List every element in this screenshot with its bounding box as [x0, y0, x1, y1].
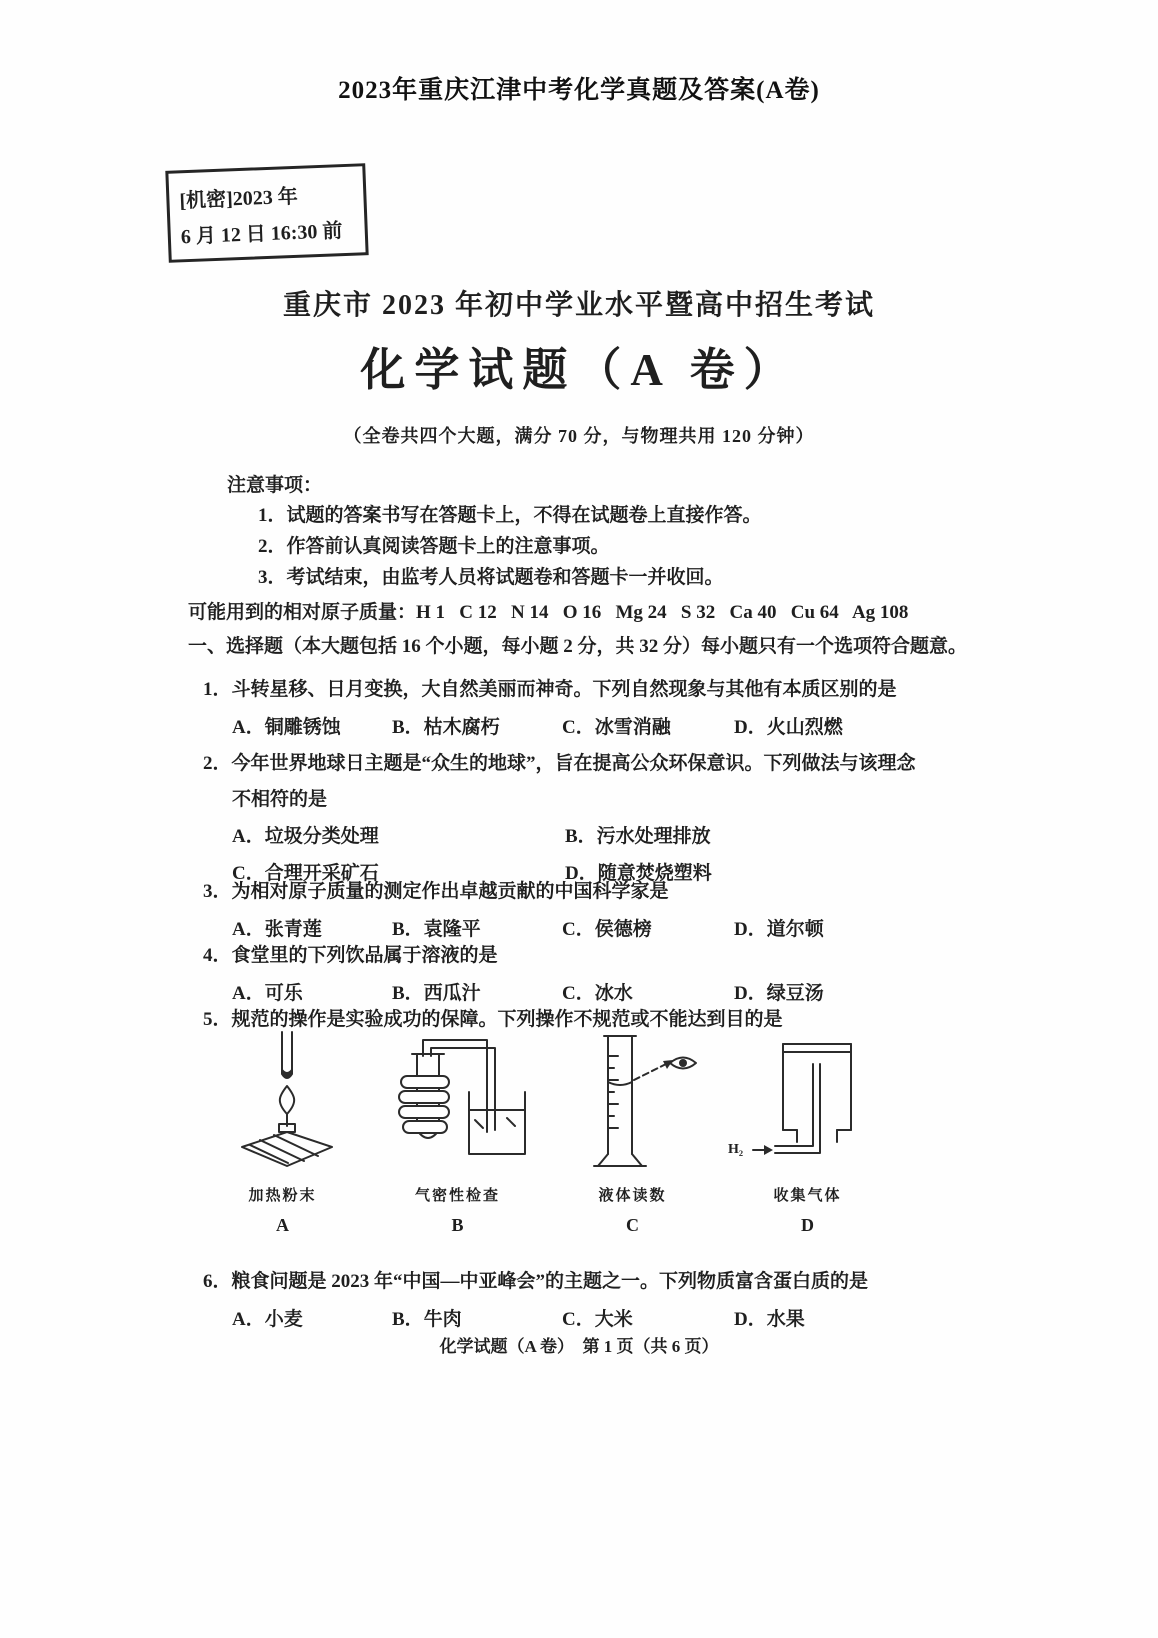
question-3-stem: 3．为相对原子质量的测定作出卓越贡献的中国科学家是	[203, 881, 669, 902]
diagram-option-c	[545, 1030, 720, 1236]
heating-powder-diagram	[208, 1030, 358, 1180]
question-4-option-a: A．可乐	[232, 983, 303, 1004]
question-5-diagrams	[195, 1030, 895, 1236]
question-2-option-a: A．垃圾分类处理	[232, 826, 379, 847]
question-3	[203, 876, 824, 941]
diagram-option-a	[195, 1030, 370, 1236]
notice-item-1: 1．试题的答案书写在答题卡上，不得在试题卷上直接作答。	[258, 505, 762, 526]
notice-item-2: 2．作答前认真阅读答题卡上的注意事项。	[258, 536, 610, 557]
page-footer: 化学试题（A 卷） 第 1 页（共 6 页）	[439, 1337, 719, 1356]
stamp-date-line2: 6 月 12 日 16:30 前	[180, 219, 343, 248]
question-6-options	[232, 1304, 868, 1331]
question-3-options	[232, 914, 824, 941]
question-1	[203, 674, 897, 739]
liquid-reading-diagram	[558, 1030, 708, 1180]
question-4-option-d: D．绿豆汤	[734, 983, 824, 1004]
airtightness-check-diagram	[383, 1030, 533, 1180]
diagram-letter-d: D	[801, 1215, 814, 1235]
question-6-stem: 6．粮食问题是 2023 年“中国—中亚峰会”的主题之一。下列物质富含蛋白质的是	[203, 1271, 869, 1292]
question-6-option-c: C．大米	[562, 1309, 633, 1330]
caption-gas-collection: 收集气体	[773, 1188, 842, 1204]
question-6	[203, 1266, 868, 1331]
paper-subtitle: （全卷共四个大题，满分 70 分，与物理共用 120 分钟）	[343, 426, 815, 446]
question-2-stem-line1: 2．今年世界地球日主题是“众生的地球”，旨在提高公众环保意识。下列做法与该理念	[203, 753, 916, 774]
question-2-stem-line2: 不相符的是	[232, 789, 328, 810]
question-1-option-b: B．枯木腐朽	[392, 717, 500, 738]
question-1-stem: 1．斗转星移、日月变换，大自然美丽而神奇。下列自然现象与其他有本质区别的是	[203, 679, 897, 700]
caption-heating-powder: 加热粉末	[248, 1188, 317, 1204]
h2-gas-label: H₂	[728, 1142, 744, 1157]
question-1-options	[232, 712, 897, 739]
question-1-option-c: C．冰雪消融	[562, 717, 671, 738]
diagram-option-d	[720, 1030, 895, 1236]
question-6-option-d: D．水果	[734, 1309, 805, 1330]
diagram-letter-c: C	[626, 1215, 639, 1235]
diagram-option-b	[370, 1030, 545, 1236]
confidential-stamp	[165, 163, 368, 263]
caption-airtightness-check: 气密性检查	[414, 1188, 500, 1204]
question-4-stem: 4．食堂里的下列饮品属于溶液的是	[203, 945, 498, 966]
question-3-option-b: B．袁隆平	[392, 919, 481, 940]
question-4-option-b: B．西瓜汁	[392, 983, 481, 1004]
page-title: 2023年重庆江津中考化学真题及答案(A卷)	[338, 77, 820, 104]
question-5	[203, 1004, 783, 1031]
exam-heading: 重庆市 2023 年初中学业水平暨高中招生考试	[282, 290, 875, 321]
atomic-mass-line: 可能用到的相对原子质量：H 1 C 12 N 14 O 16 Mg 24 S 32 Ca 40 Cu 64 Ag 108	[188, 602, 909, 623]
question-6-option-b: B．牛肉	[392, 1309, 462, 1330]
question-2	[203, 748, 916, 885]
diagram-letter-a: A	[276, 1215, 289, 1235]
notice-title: 注意事项：	[227, 475, 323, 496]
question-4-option-c: C．冰水	[562, 983, 633, 1004]
diagram-letter-b: B	[451, 1215, 464, 1235]
question-4	[203, 940, 824, 1005]
gas-collection-diagram	[733, 1030, 883, 1180]
question-3-option-a: A．张青莲	[232, 919, 322, 940]
paper-title: 化学试题（A 卷）	[360, 345, 798, 395]
notice-list	[258, 500, 762, 593]
question-3-option-d: D．道尔顿	[734, 919, 824, 940]
question-4-options	[232, 978, 824, 1005]
notice-item-3: 3．考试结束，由监考人员将试题卷和答题卡一并收回。	[258, 567, 724, 588]
question-3-option-c: C．侯德榜	[562, 919, 652, 940]
question-2-option-b: B．污水处理排放	[565, 826, 711, 847]
question-1-option-a: A．铜雕锈蚀	[232, 717, 341, 738]
stamp-date-line1: [机密]2023 年	[179, 185, 299, 212]
question-2-option-d: D．随意焚烧塑料	[565, 863, 712, 884]
section-title: 一、选择题（本大题包括 16 个小题，每小题 2 分，共 32 分）每小题只有一个选项符合题意。	[188, 636, 968, 657]
caption-liquid-reading: 液体读数	[598, 1188, 667, 1204]
question-5-stem: 5．规范的操作是实验成功的保障。下列操作不规范或不能达到目的是	[203, 1009, 783, 1030]
question-2-option-c: C．合理开采矿石	[232, 863, 379, 884]
question-1-option-d: D．火山烈燃	[734, 717, 843, 738]
question-6-option-a: A．小麦	[232, 1309, 303, 1330]
